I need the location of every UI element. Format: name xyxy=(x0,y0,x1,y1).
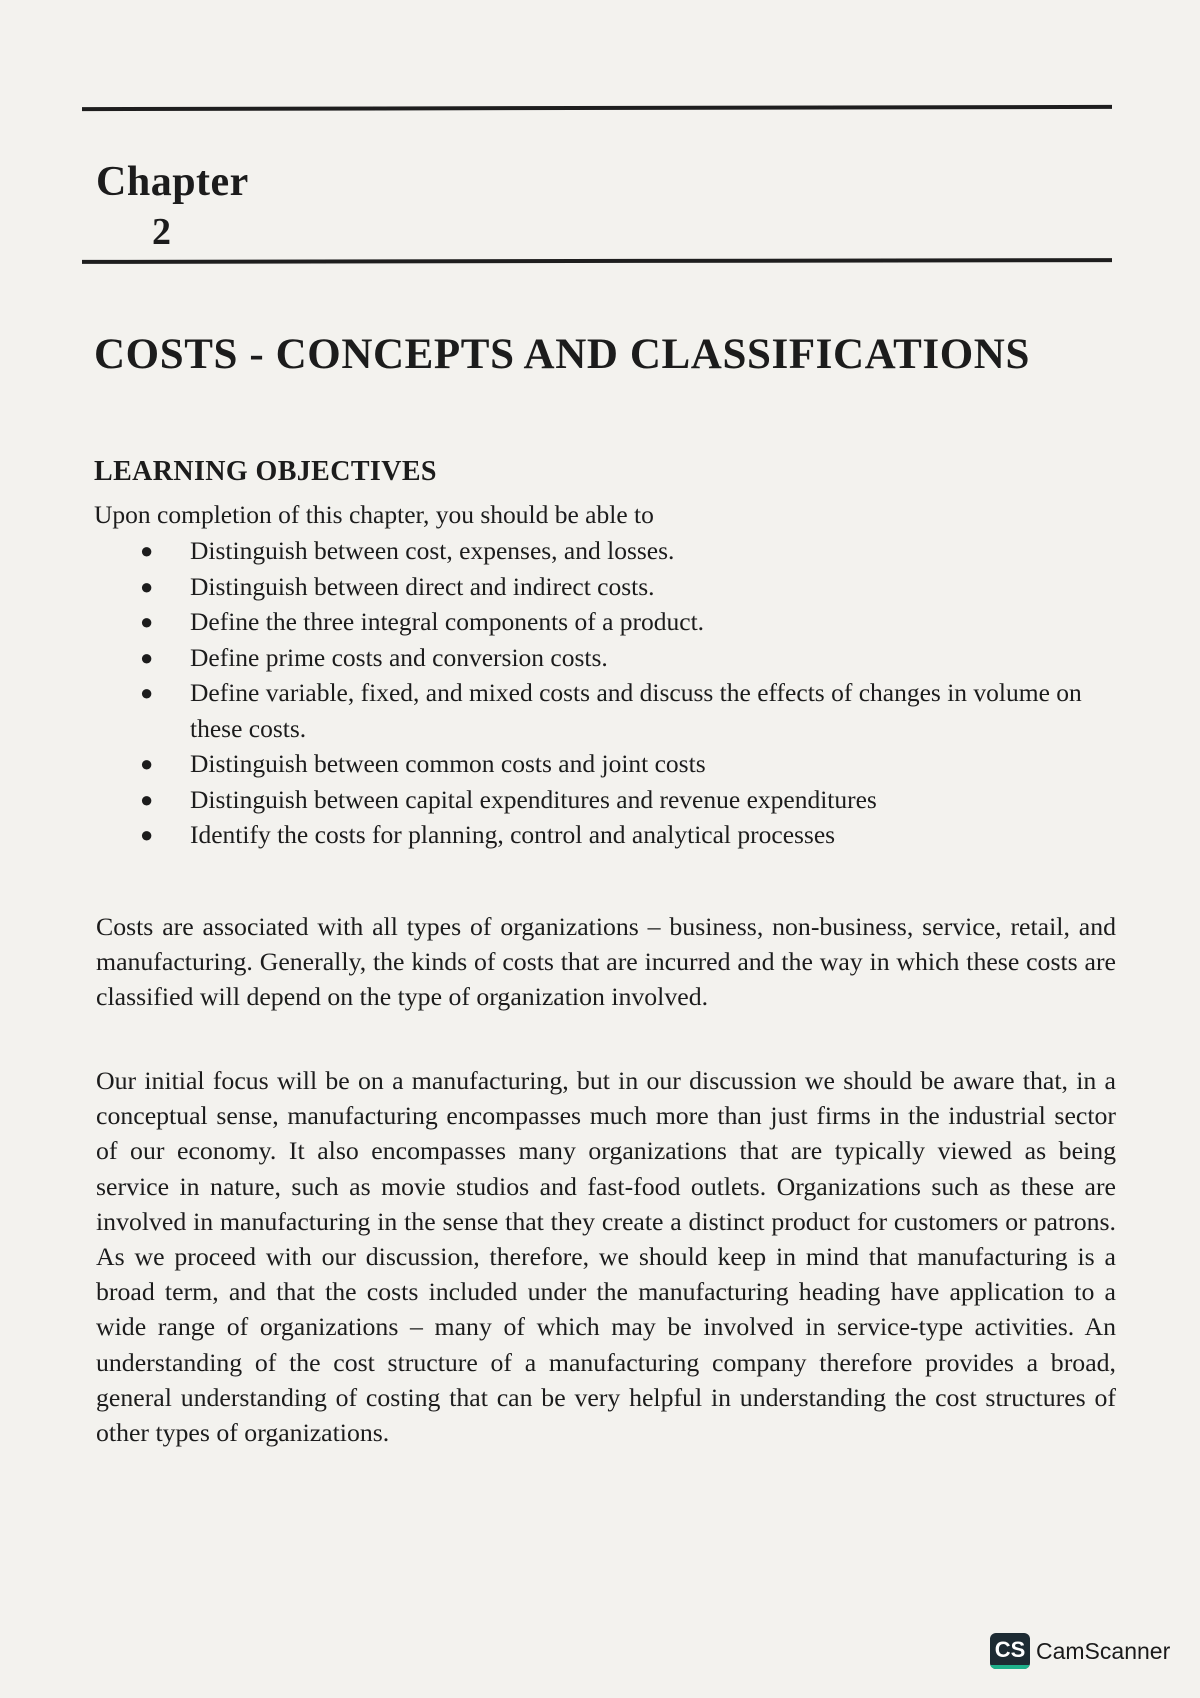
learning-objectives-list xyxy=(120,533,1120,853)
camscanner-name: CamScanner xyxy=(1036,1637,1171,1664)
objective-text: Define the three integral components of a product. xyxy=(190,607,705,636)
top-rule xyxy=(82,105,1112,111)
body-paragraph-2: Our initial focus will be on a manufacturing, but in our discussion we should be aware that, in a conceptual sense, manufacturing encompasses much more than just firms in the industrial sector of our economy. It also encompasses many organizations that are typically viewed as being service in nature, such as movie studios and fast-food outlets. Organizations such as these are involved in manufacturing in the sense that they create a distinct product for customers or patrons. As we proceed with our discussion, therefore, we should keep in mind that manufacturing is a broad term, and that the costs included under the manufacturing heading have application to a wide range of organizations – many of which may be involved in service-type activities. An understanding of the cost structure of a manufacturing company therefore provides a broad, general understanding of costing that can be very helpful in understanding the cost structures of other types of organizations. xyxy=(96,1066,1116,1448)
bullet-icon: ● xyxy=(140,680,154,705)
bottom-rule xyxy=(82,258,1112,264)
list-item xyxy=(120,782,1120,818)
list-item xyxy=(120,817,1120,853)
list-item xyxy=(120,569,1120,605)
objective-text: Identify the costs for planning, control and analytical processes xyxy=(190,820,836,849)
list-item xyxy=(120,746,1120,782)
learning-objectives-intro: Upon completion of this chapter, you should be able to xyxy=(94,500,654,529)
bullet-icon: ● xyxy=(140,573,154,599)
objective-text: Distinguish between common costs and joint costs xyxy=(190,749,706,778)
objective-text: Define prime costs and conversion costs. xyxy=(190,642,608,672)
camscanner-watermark xyxy=(990,1633,1170,1669)
objective-text: Distinguish between direct and indirect costs. xyxy=(190,571,655,601)
body-paragraph-1: Costs are associated with all types of organizations – business, non-business, service, retail, and manufacturing. Generally, the kinds of costs that are incurred and the way in which these costs are classified will depend on the type of organization involved. xyxy=(96,912,1116,1012)
list-item xyxy=(120,640,1120,676)
chapter-label: Chapter xyxy=(96,159,249,205)
list-item xyxy=(120,675,1120,746)
chapter-number: 2 xyxy=(152,211,171,253)
bullet-icon: ● xyxy=(140,538,154,563)
list-item xyxy=(120,533,1120,569)
page-title: COSTS - CONCEPTS AND CLASSIFICATIONS xyxy=(94,331,1030,378)
objective-text: Distinguish between capital expenditures and revenue expenditures xyxy=(190,784,877,814)
bullet-icon: ● xyxy=(140,609,154,634)
bullet-icon: ● xyxy=(140,644,154,670)
objective-text: Distinguish between cost, expenses, and losses. xyxy=(190,536,675,565)
camscanner-logo-icon: CS xyxy=(990,1633,1030,1669)
bullet-icon: ● xyxy=(140,822,154,847)
objective-text: Define variable, fixed, and mixed costs and discuss the effects of changes in volume on these costs. xyxy=(190,678,1082,743)
bullet-icon: ● xyxy=(140,751,154,776)
list-item xyxy=(120,604,1120,640)
bullet-icon: ● xyxy=(140,786,154,812)
learning-objectives-heading: LEARNING OBJECTIVES xyxy=(94,456,437,487)
